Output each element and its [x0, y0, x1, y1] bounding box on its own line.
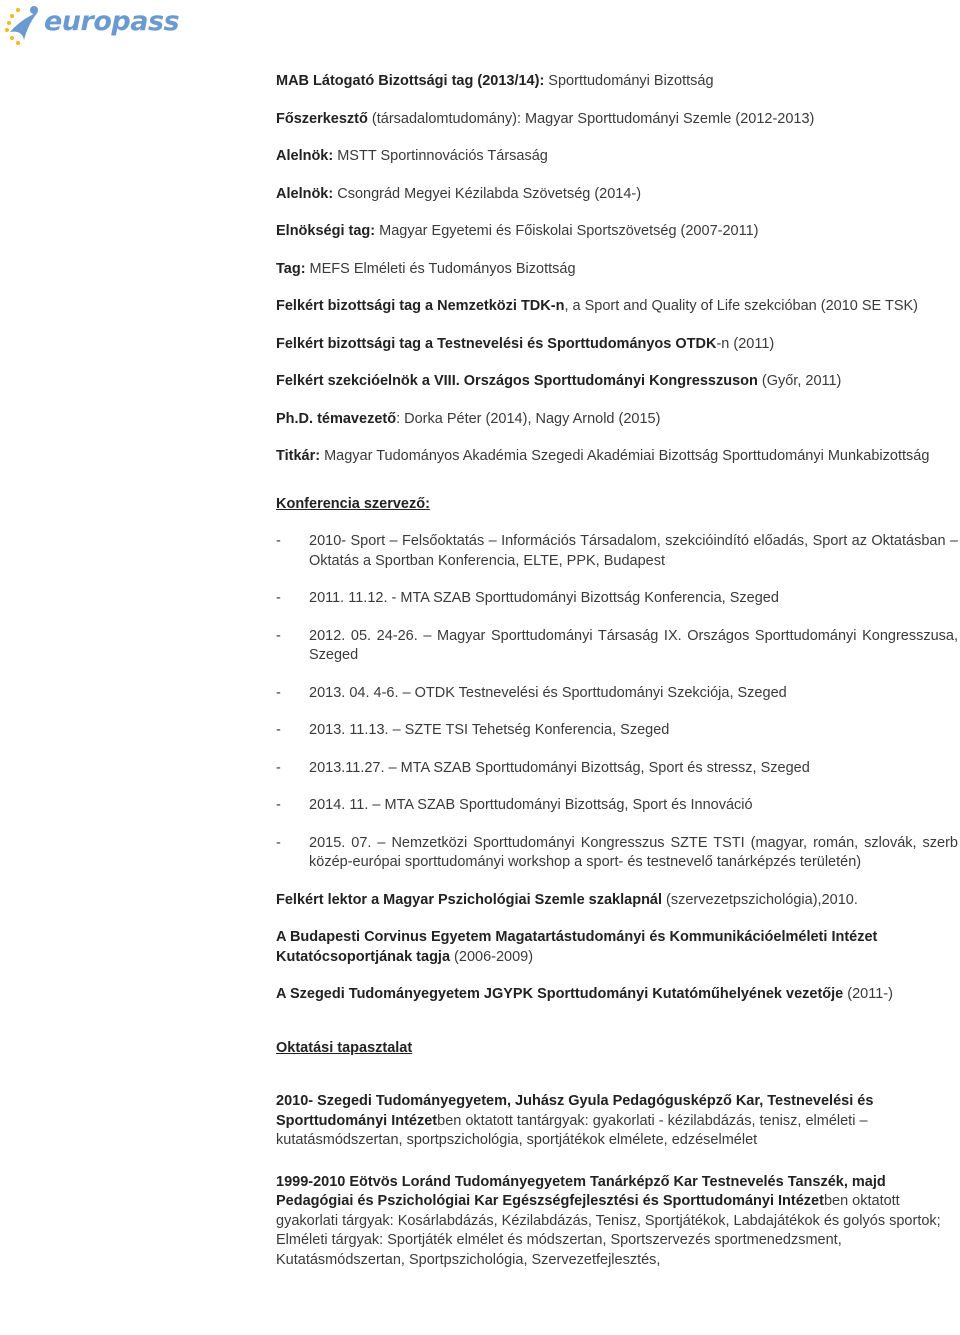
teaching-item: 1999-2010 Eötvös Loránd Tudományegyetem Tanárképző Kar Testnevelés Tanszék, majd Pedagógiai és Pszichológiai Kar Egészségfejlesztési és Sporttudományi Intézetben oktatott gyakorlati tárgyak: Kosárlabdázás, Kézilabdázás, Tenisz, Sportjátékok, Labdajátékok és golyós sportok; Elméleti tárgyak: Sportjáték elmélet és módszertan, Sportszervezés sportmenedzsment, Kutatásmódszertan, Sportpszichológia, Szervezetfejlesztés,: [276, 1173, 941, 1268]
role-line: Titkár: Magyar Tudományos Akadémia Szegedi Akadémiai Bizottság Sporttudományi Munkabizottság: [276, 448, 930, 464]
europass-logo: [4, 2, 180, 46]
conference-item: - 2015. 07. – Nemzetközi Sporttudományi Kongresszus SZTE TSTI (magyar, román, szlovák, szerb közép-európai sporttudományi workshop a sport- és testnevelő tanárképzés területén): [276, 834, 958, 870]
role-line: Felkért bizottsági tag a Testnevelési és Sporttudományos OTDK-n (2011): [276, 335, 775, 352]
conference-item: - 2014. 11. – MTA SZAB Sporttudományi Bizottság, Sport és Innováció: [276, 797, 753, 813]
role-line: Alelnök: MSTT Sportinnovációs Társaság: [276, 148, 548, 164]
conference-item: - 2013. 11.13. – SZTE TSI Tehetség Konferencia, Szeged: [276, 722, 670, 738]
extra-line: A Budapesti Corvinus Egyetem Magatartástudományi és Kommunikációelméleti Intézet Kutatócsoportjának tagja (2006-2009): [276, 929, 878, 965]
role-line: Tag: MEFS Elméleti és Tudományos Bizottság: [276, 260, 576, 277]
conference-item: - 2013.11.27. – MTA SZAB Sporttudományi Bizottság, Sport és stressz, Szeged: [276, 759, 810, 776]
role-line: Ph.D. témavezető: Dorka Péter (2014), Nagy Arnold (2015): [276, 410, 661, 427]
role-line: Elnökségi tag: Magyar Egyetemi és Főiskolai Sportszövetség (2007-2011): [276, 223, 759, 239]
conference-item: - 2011. 11.12. - MTA SZAB Sporttudományi Bizottság Konferencia, Szeged: [276, 590, 779, 606]
teaching-heading: Oktatási tapasztalat: [276, 1039, 413, 1056]
europass-star-figure-icon: [4, 2, 48, 46]
europass-wordmark: europass: [44, 6, 180, 37]
role-line: Felkért szekcióelnök a VIII. Országos Sporttudományi Kongresszuson (Győr, 2011): [276, 373, 842, 389]
conference-item: - 2010- Sport – Felsőoktatás – Információs Társadalom, szekcióindító előadás, Sport az Oktatásban – Oktatás a Sportban Konferencia, ELTE, PPK, Budapest: [276, 533, 958, 569]
conference-heading: Konferencia szervező:: [276, 495, 430, 512]
role-line: MAB Látogató Bizottsági tag (2013/14): Sporttudományi Bizottság: [276, 73, 714, 89]
role-line: Főszerkesztő (társadalomtudomány): Magyar Sporttudományi Szemle (2012-2013): [276, 110, 815, 127]
teaching-item: 2010- Szegedi Tudományegyetem, Juhász Gyula Pedagógusképző Kar, Testnevelési és Sporttudományi Intézetben oktatott tantárgyak: gyakorlati - kézilabdázás, tenisz, elméleti – kutatásmódszertan, sportpszichológia, sportjátékok elmélete, edzéselmélet: [276, 1093, 874, 1148]
role-line: Felkért bizottsági tag a Nemzetközi TDK-n, a Sport and Quality of Life szekcióban (2010 SE TSK): [276, 298, 919, 314]
cv-content: [276, 72, 958, 1288]
extra-line: A Szegedi Tudományegyetem JGYPK Sporttudományi Kutatóműhelyének vezetője (2011-): [276, 986, 893, 1002]
extra-line: Felkért lektor a Magyar Pszichológiai Szemle szaklapnál (szervezetpszichológia),2010.: [276, 891, 858, 908]
conference-item: - 2013. 04. 4-6. – OTDK Testnevelési és Sporttudományi Szekciója, Szeged: [276, 684, 787, 701]
conference-item: - 2012. 05. 24-26. – Magyar Sporttudományi Társaság IX. Országos Sporttudományi Kongresszusa, Szeged: [276, 627, 958, 663]
role-line: Alelnök: Csongrád Megyei Kézilabda Szövetség (2014-): [276, 185, 642, 202]
